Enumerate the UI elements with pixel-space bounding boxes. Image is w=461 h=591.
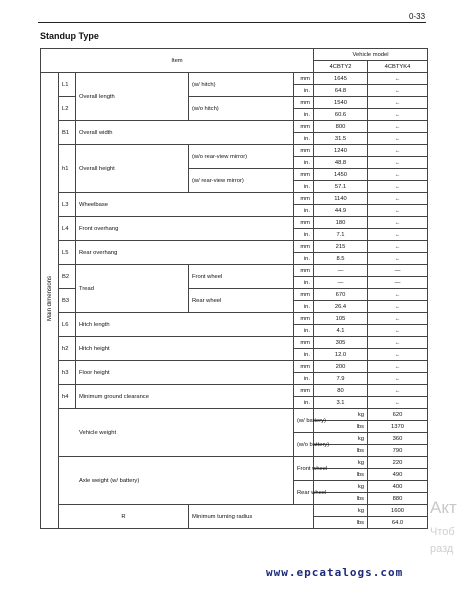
unit-cell: mm [294,241,314,253]
unit-cell: in. [294,229,314,241]
unit-cell: lbs [314,469,368,481]
unit-cell: in. [294,85,314,97]
table-row [41,265,428,277]
value-a: 57.1 [314,181,368,193]
value-b: ← [368,205,428,217]
header-rule [38,22,426,23]
variant-cell: (w/o battery) [294,433,314,457]
value-a: 1450 [314,169,368,181]
unit-cell: in. [294,109,314,121]
code-cell: L6 [59,313,76,337]
code-cell: h1 [59,145,76,193]
watermark-line: Чтоб [430,526,455,538]
item-name: Vehicle weight [59,409,294,457]
value-a: 4.1 [314,325,368,337]
unit-cell: mm [294,73,314,85]
variant-cell: (w/o hitch) [189,97,294,121]
value-b: ← [368,157,428,169]
code-cell: R [59,505,189,529]
value-b: ← [368,385,428,397]
value-b: ← [368,325,428,337]
value-b: ← [368,349,428,361]
value-a: 48.8 [314,157,368,169]
value-a: 1140 [314,193,368,205]
table-row [41,121,428,133]
item-name: Front overhang [76,217,294,241]
variant-cell: Front wheel [189,265,294,289]
item-name: Tread [76,265,189,313]
item-name: Hitch height [76,337,294,361]
value-b: ← [368,241,428,253]
variant-cell: (w/ battery) [294,409,314,433]
group-label: Main dimensions [41,73,59,529]
item-name: Overall height [76,145,189,193]
unit-cell: mm [294,145,314,157]
code-cell: L3 [59,193,76,217]
value-a: 800 [314,121,368,133]
value-a: 60.6 [314,109,368,121]
code-cell: B1 [59,121,76,145]
code-cell: L2 [59,97,76,121]
variant-cell: (w/ hitch) [189,73,294,97]
table-row [41,193,428,205]
value-a: 670 [314,289,368,301]
value-a: — [314,277,368,289]
item-name: Floor height [76,361,294,385]
unit-cell: in. [294,373,314,385]
value-a: 490 [368,469,428,481]
value-b: ← [368,169,428,181]
unit-cell: kg [314,481,368,493]
value-a: 44.9 [314,205,368,217]
value-b: ← [368,229,428,241]
unit-cell: kg [314,505,368,517]
value-b: ← [368,253,428,265]
code-cell: L4 [59,217,76,241]
unit-cell: lbs [314,421,368,433]
value-b: ← [368,289,428,301]
value-b: ← [368,85,428,97]
site-watermark: www.epcatalogs.com [266,566,404,579]
item-name: Overall width [76,121,294,145]
value-a: 1600 [368,505,428,517]
table-row [41,217,428,229]
item-name: Hitch length [76,313,294,337]
value-a: 64.8 [314,85,368,97]
value-b: ← [368,301,428,313]
item-name: Axle weight (w/ battery) [59,457,294,505]
variant-cell: Rear wheel [189,289,294,313]
value-a: 7.1 [314,229,368,241]
value-a: 360 [368,433,428,445]
code-cell: h4 [59,385,76,409]
table-row [41,337,428,349]
unit-cell: mm [294,361,314,373]
unit-cell: in. [294,277,314,289]
unit-cell: mm [294,217,314,229]
item-header: Item [41,49,314,73]
watermark-text [430,524,455,558]
value-a: 880 [368,493,428,505]
model-b-header: 4CBTYK4 [368,61,428,73]
value-a: 305 [314,337,368,349]
value-b: ← [368,397,428,409]
value-b: — [368,277,428,289]
value-b: ← [368,193,428,205]
header-row-1 [41,49,428,61]
page-number: 0-33 [409,12,426,21]
value-b: ← [368,73,428,85]
unit-cell: mm [294,265,314,277]
code-cell: h3 [59,361,76,385]
unit-cell: in. [294,157,314,169]
code-cell: h2 [59,337,76,361]
unit-cell: lbs [314,493,368,505]
watermark-heading: Акт [430,498,457,517]
value-b: ← [368,373,428,385]
value-a: 180 [314,217,368,229]
variant-cell: Rear wheel [294,481,314,505]
value-b: ← [368,133,428,145]
item-name: Overall length [76,73,189,121]
unit-cell: lbs [314,517,368,529]
unit-cell: lbs [314,445,368,457]
value-b: — [368,265,428,277]
table-row [41,145,428,157]
value-a: 105 [314,313,368,325]
table-row [41,505,428,517]
table-row [41,457,428,469]
value-a: 31.5 [314,133,368,145]
value-a: 12.0 [314,349,368,361]
unit-cell: mm [294,337,314,349]
variant-cell: (w/ rear-view mirror) [189,169,294,193]
table-row [41,409,428,421]
unit-cell: mm [294,313,314,325]
value-a: 790 [368,445,428,457]
item-name: Rear overhang [76,241,294,265]
value-a: 1240 [314,145,368,157]
value-a: 3.1 [314,397,368,409]
unit-cell: in. [294,253,314,265]
value-a: 200 [314,361,368,373]
code-cell: L1 [59,73,76,97]
table-row [41,73,428,85]
unit-cell: mm [294,385,314,397]
unit-cell: in. [294,325,314,337]
value-b: ← [368,109,428,121]
unit-cell: in. [294,181,314,193]
watermark-line: разд [430,543,454,555]
table-row [41,241,428,253]
unit-cell: mm [294,97,314,109]
value-b: ← [368,313,428,325]
value-a: 400 [368,481,428,493]
unit-cell: in. [294,397,314,409]
value-b: ← [368,97,428,109]
code-cell: B2 [59,265,76,289]
unit-cell: in. [294,301,314,313]
unit-cell: kg [314,433,368,445]
value-a: 215 [314,241,368,253]
value-a: 7.9 [314,373,368,385]
value-b: ← [368,337,428,349]
value-b: ← [368,361,428,373]
value-a: 1645 [314,73,368,85]
unit-cell: kg [314,457,368,469]
variant-cell: (w/o rear-view mirror) [189,145,294,169]
table-row [41,385,428,397]
code-cell: B3 [59,289,76,313]
item-name: Minimum ground clearance [76,385,294,409]
table-row [41,361,428,373]
code-cell: L5 [59,241,76,265]
value-a: 64.0 [368,517,428,529]
unit-cell: mm [294,289,314,301]
value-b: ← [368,121,428,133]
value-a: 620 [368,409,428,421]
unit-cell: mm [294,169,314,181]
unit-cell: in. [294,349,314,361]
variant-cell: Front wheel [294,457,314,481]
value-a: — [314,265,368,277]
table-row [41,313,428,325]
vehicle-model-header: Vehicle model [314,49,428,61]
value-b: ← [368,181,428,193]
unit-cell: mm [294,121,314,133]
value-a: 8.5 [314,253,368,265]
value-a: 1370 [368,421,428,433]
value-a: 220 [368,457,428,469]
spec-table [40,48,428,529]
value-a: 80 [314,385,368,397]
unit-cell: mm [294,193,314,205]
value-a: 1540 [314,97,368,109]
value-a: 26.4 [314,301,368,313]
unit-cell: in. [294,133,314,145]
item-name: Minimum turning radius [189,505,314,529]
value-b: ← [368,145,428,157]
unit-cell: kg [314,409,368,421]
unit-cell: in. [294,205,314,217]
model-a-header: 4CBTY2 [314,61,368,73]
section-title: Standup Type [40,31,99,41]
item-name: Wheelbase [76,193,294,217]
value-b: ← [368,217,428,229]
